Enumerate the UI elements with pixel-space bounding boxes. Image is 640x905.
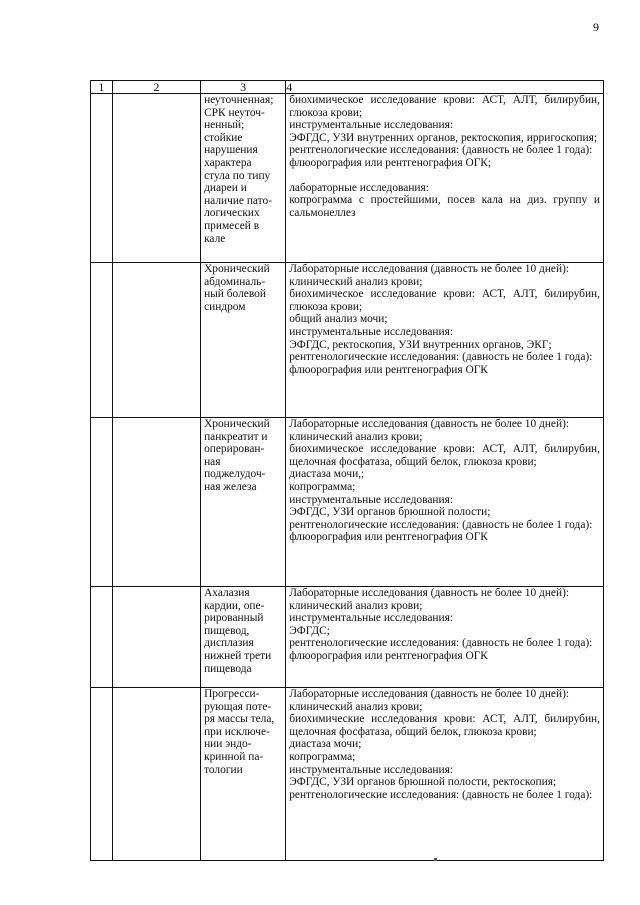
diagnosis-line: наличие пато- bbox=[204, 194, 272, 207]
diagnosis-line: пищевод, bbox=[204, 624, 250, 637]
examination-line: Лабораторные исследования (давность не более 10 дней): bbox=[289, 587, 570, 599]
diagnosis-cell bbox=[201, 587, 286, 688]
table-row bbox=[91, 94, 604, 263]
diagnosis-line: тологии bbox=[204, 763, 243, 776]
examination-line: инструментальные исследования: bbox=[289, 119, 453, 132]
examination-line: ЭФГДС, УЗИ внутренних органов, ректоскопия, ирригоскопия; bbox=[289, 131, 597, 144]
blank-line bbox=[289, 170, 600, 182]
diagnosis-line: поджелудоч- bbox=[204, 468, 266, 481]
diagnosis-line: стула по типу bbox=[204, 169, 271, 182]
diagnosis-line: синдром bbox=[204, 300, 246, 313]
examination-line: биохимическое исследование крови: АСТ, АЛТ, билирубин, глюкоза крови; bbox=[289, 94, 600, 119]
table-row bbox=[91, 263, 604, 418]
examinations-cell bbox=[286, 587, 604, 688]
examination-line: ЭФГДС, УЗИ органов брюшной полости; bbox=[289, 506, 491, 519]
diagnosis-cell bbox=[201, 418, 286, 587]
row-group-cell bbox=[112, 263, 200, 418]
examination-line: клинический анализ крови; bbox=[289, 275, 423, 288]
examination-line: флюорография или рентгенография ОГК; bbox=[289, 156, 492, 169]
examination-line: клинический анализ крови; bbox=[289, 430, 423, 443]
diagnosis-line: неуточненная; bbox=[204, 94, 274, 106]
examination-line: биохимическое исследование крови: АСТ, АЛТ, билирубин, глюкоза крови; bbox=[289, 288, 600, 313]
examinations-cell bbox=[286, 418, 604, 587]
examination-line: ЭФГДС, УЗИ органов брюшной полости, ректоскопия; bbox=[289, 776, 557, 789]
examination-line: рентгенологические исследования: (давность не более 1 года): bbox=[289, 518, 593, 531]
header-col-3: 3 bbox=[201, 81, 286, 94]
examination-line: клинический анализ крови; bbox=[289, 700, 423, 713]
diagnosis-line: Хронический bbox=[204, 263, 270, 275]
diagnosis-line: ный болевой bbox=[204, 288, 266, 301]
examinations-cell bbox=[286, 94, 604, 263]
table-row bbox=[91, 418, 604, 587]
examination-line: инструментальные исследования: bbox=[289, 325, 453, 338]
diagnosis-line: Хронический bbox=[204, 418, 270, 430]
diagnosis-line: ная bbox=[204, 455, 221, 468]
examination-line: рентгенологические исследования: (давность не более 1 года): bbox=[289, 144, 593, 157]
row-number-cell bbox=[91, 263, 113, 418]
row-number-cell bbox=[91, 94, 113, 263]
row-group-cell bbox=[112, 418, 200, 587]
diagnosis-line: ненный; bbox=[204, 119, 245, 132]
row-number-cell bbox=[91, 418, 113, 587]
diagnosis-line: СРК неуточ- bbox=[204, 106, 265, 119]
row-group-cell bbox=[112, 587, 200, 688]
diagnosis-line: рующая поте- bbox=[204, 700, 272, 713]
diagnosis-line: Прогресси- bbox=[204, 688, 260, 700]
diagnosis-line: дисплазия bbox=[204, 637, 254, 650]
diagnosis-line: рированный bbox=[204, 612, 264, 625]
examination-line: флюорография или рентгенография ОГК bbox=[289, 649, 488, 662]
row-group-cell bbox=[112, 94, 200, 263]
header-col-1: 1 bbox=[91, 81, 113, 94]
examination-line: диастаза мочи,; bbox=[289, 468, 365, 481]
examination-line: ЭФГДС, ректоскопия, УЗИ внутренних органов, ЭКГ; bbox=[289, 338, 552, 351]
examination-line: инструментальные исследования: bbox=[289, 763, 453, 776]
diagnosis-line: оперирован- bbox=[204, 443, 265, 456]
examination-table bbox=[90, 80, 604, 861]
examination-line: флюорография или рентгенография ОГК bbox=[289, 363, 488, 376]
examination-line: биохимическое исследование крови: АСТ, АЛТ, билирубин, щелочная фосфатаза, общий белок, глюкоза крови; bbox=[289, 443, 600, 468]
examination-line: ЭФГДС; bbox=[289, 624, 330, 637]
diagnosis-line: логических bbox=[204, 207, 260, 220]
table-row bbox=[91, 587, 604, 688]
row-group-cell bbox=[112, 688, 200, 861]
examination-line: лабораторные исследования: bbox=[289, 181, 429, 194]
header-col-4: 4 bbox=[286, 81, 604, 94]
examinations-cell bbox=[286, 263, 604, 418]
diagnosis-line: кардии, опе- bbox=[204, 599, 265, 612]
diagnosis-cell bbox=[201, 94, 286, 263]
examination-line: рентгенологические исследования: (давность не более 1 года): bbox=[289, 788, 593, 801]
examination-line: копрограмма; bbox=[289, 750, 356, 763]
examination-line: копрограмма; bbox=[289, 480, 356, 493]
examination-line: биохимические исследования крови: АСТ, АЛТ, билирубин, щелочная фосфатаза, общий белок, глюкоза крови; bbox=[289, 713, 600, 738]
examination-line: Лабораторные исследования (давность не более 10 дней): bbox=[289, 688, 570, 700]
examination-line: инструментальные исследования: bbox=[289, 493, 453, 506]
diagnosis-line: кале bbox=[204, 232, 226, 245]
examinations-cell bbox=[286, 688, 604, 861]
diagnosis-line: ря массы тела, bbox=[204, 713, 275, 726]
diagnosis-line: диареи и bbox=[204, 182, 247, 195]
examination-line: копрограмма с простейшими, посев кала на диз. группу и сальмонеллез bbox=[289, 194, 600, 219]
row-number-cell bbox=[91, 688, 113, 861]
examination-line: рентгенологические исследования: (давность не более 1 года): bbox=[289, 351, 593, 364]
diagnosis-line: при исключе- bbox=[204, 725, 270, 738]
examination-line: Лабораторные исследования (давность не более 10 дней): bbox=[289, 263, 570, 275]
diagnosis-line: нижней трети bbox=[204, 649, 272, 662]
diagnosis-line: примесей в bbox=[204, 219, 260, 232]
table-header-row bbox=[91, 81, 604, 94]
examination-line: диастаза мочи; bbox=[289, 738, 362, 751]
examination-line: клинический анализ крови; bbox=[289, 599, 423, 612]
diagnosis-line: кринной па- bbox=[204, 750, 264, 763]
diagnosis-line: характера bbox=[204, 156, 252, 169]
scan-speck bbox=[434, 858, 437, 861]
diagnosis-line: ная железа bbox=[204, 480, 257, 493]
examination-line: инструментальные исследования: bbox=[289, 612, 453, 625]
examination-line: рентгенологические исследования: (давность не более 1 года): bbox=[289, 637, 593, 650]
diagnosis-cell bbox=[201, 263, 286, 418]
table-row bbox=[91, 688, 604, 861]
diagnosis-line: панкреатит и bbox=[204, 430, 268, 443]
diagnosis-line: Ахалазия bbox=[204, 587, 250, 599]
diagnosis-line: нии эндо- bbox=[204, 738, 252, 751]
examination-line: Лабораторные исследования (давность не более 10 дней): bbox=[289, 418, 570, 430]
diagnosis-line: абдоминаль- bbox=[204, 275, 266, 288]
header-col-2: 2 bbox=[112, 81, 200, 94]
diagnosis-line: пищевода bbox=[204, 662, 252, 675]
page-number: 9 bbox=[593, 20, 599, 34]
examination-line: флюорография или рентгенография ОГК bbox=[289, 531, 488, 544]
examination-line: общий анализ мочи; bbox=[289, 313, 388, 326]
row-number-cell bbox=[91, 587, 113, 688]
diagnosis-line: нарушения bbox=[204, 144, 258, 157]
diagnosis-line: стойкие bbox=[204, 131, 243, 144]
diagnosis-cell bbox=[201, 688, 286, 861]
